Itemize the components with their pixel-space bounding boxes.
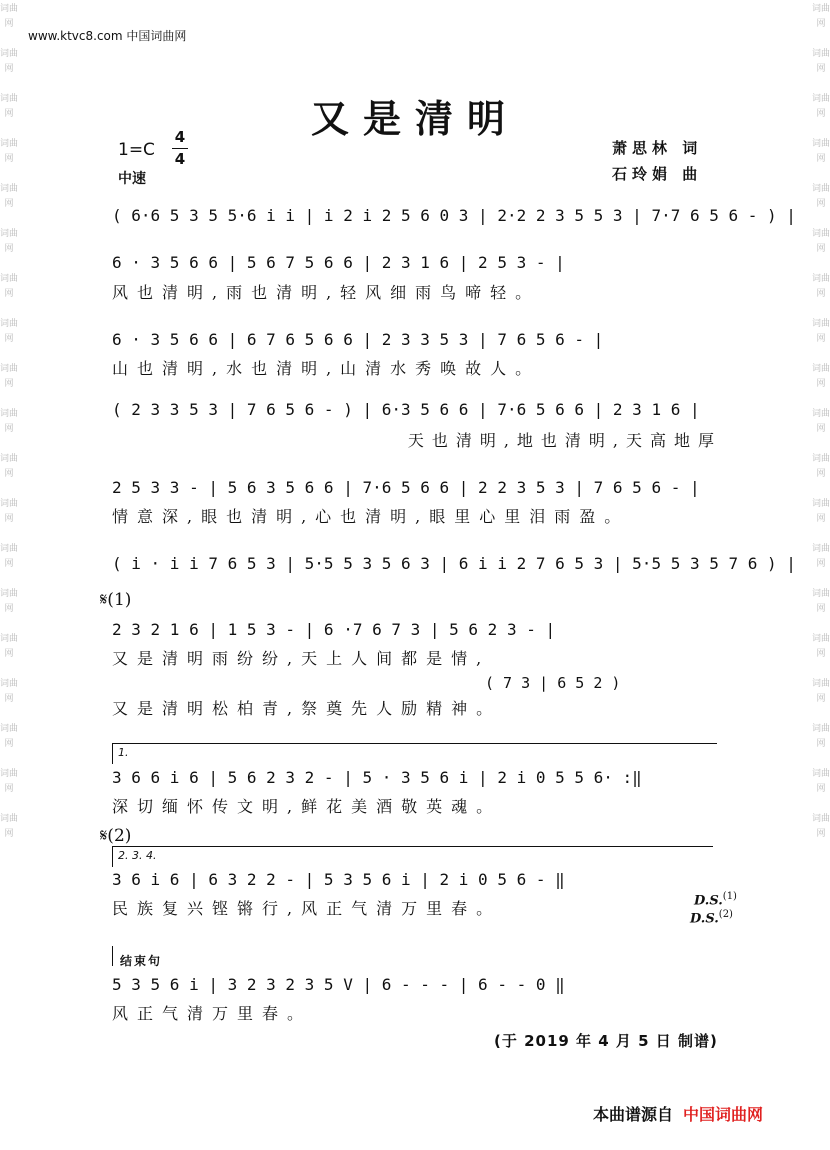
left-watermark-strip [0,0,18,1150]
dal-segno-2-text: D.S. [690,911,719,927]
coda-bracket [112,946,717,966]
score-row-4: 2 5 3 3 - | 5 6 3 5 6 6 | 7·6 5 6 6 | 2 2 3 5 3 | 7 6 5 6 - | [112,478,700,497]
watermark-glyph: 词曲网 [812,814,830,839]
lyrics-row-6b: 又是清明松柏青,祭奠先人励精神。 [112,699,502,718]
dal-segno-2-number: (2) [718,909,733,920]
lyrics-row-8: 民族复兴铿锵行,风正气清万里春。 [112,899,502,918]
watermark-glyph: 词曲网 [0,724,18,749]
song-title: 又是清明 [310,96,519,141]
composer-credit: 石玲娟 曲 [612,165,703,183]
score-row-9: 5 3 5 6 i | 3 2 3 2 3 5 V | 6 - - - | 6 - - 0 ‖ [112,975,565,994]
dal-segno-2 [690,909,733,926]
watermark-glyph: 词曲网 [0,679,18,704]
lyrics-row-3: 天也清明,地也清明,天高地厚 [407,431,722,450]
watermark-glyph: 词曲网 [812,184,830,209]
watermark-glyph: 词曲网 [812,679,830,704]
score-row-1: 6 · 3 5 6 6 | 5 6 7 5 6 6 | 2 3 1 6 | 2 5 3 - | [112,253,565,272]
score-row-2: 6 · 3 5 6 6 | 6 7 6 5 6 6 | 2 3 3 5 3 | 7 6 5 6 - | [112,330,604,349]
lyricist-credit: 萧思林 词 [612,139,703,157]
watermark-glyph: 词曲网 [812,544,830,569]
watermark-glyph: 词曲网 [0,409,18,434]
watermark-glyph: 词曲网 [0,589,18,614]
score-row-3: ( 2 3 3 5 3 | 7 6 5 6 - ) | 6·3 5 6 6 | 7·6 5 6 6 | 2 3 1 6 | [112,400,700,419]
watermark-glyph: 词曲网 [812,499,830,524]
source-attribution [593,1102,763,1125]
lyrics-row-1: 风也清明,雨也清明,轻风细雨鸟啼轻。 [112,283,541,302]
right-watermark-strip [812,0,830,1150]
watermark-glyph: 词曲网 [812,319,830,344]
time-signature [172,128,188,169]
source-brand-link[interactable]: 中国词曲网 [683,1105,764,1124]
watermark-glyph: 词曲网 [812,634,830,659]
watermark-glyph: 词曲网 [0,319,18,344]
date-note: (于 2019 年 4 月 5 日 制谱) [494,1032,718,1050]
volta-label-2: 2. 3. 4. [118,849,157,862]
watermark-glyph: 词曲网 [812,454,830,479]
volta-bracket-2 [112,846,713,867]
time-signature-bottom: 4 [174,150,186,168]
lyrics-row-7: 深切缅怀传文明,鲜花美酒敬英魂。 [112,797,502,816]
watermark-glyph: 词曲网 [0,4,18,29]
volta-label-1: 1. [118,746,129,759]
score-intro-row: ( 6·6 5 3 5 5·6 i i | i 2 i 2 5 6 0 3 | 2·2 2 3 5 5 3 | 7·7 6 5 6 - ) | [112,206,796,225]
volta-bracket-1 [112,743,717,764]
score-row-7: 3 6 6 i 6 | 5 6 2 3 2 - | 5 · 3 5 6 i | 2 i 0 5 5 6· :‖ [112,768,642,787]
watermark-glyph: 词曲网 [0,229,18,254]
watermark-glyph: 词曲网 [812,139,830,164]
score-row-8: 3 6 i 6 | 6 3 2 2 - | 5 3 5 6 i | 2 i 0 5 6 - ‖ [112,870,565,889]
watermark-glyph: 词曲网 [812,409,830,434]
lyrics-row-9: 风正气清万里春。 [112,1004,313,1023]
time-signature-divider [172,148,188,149]
watermark-glyph: 词曲网 [0,49,18,74]
key-signature: 1=C [118,140,155,160]
watermark-glyph: 词曲网 [812,274,830,299]
source-label: 本曲谱源自 [593,1105,674,1124]
watermark-glyph: 词曲网 [812,229,830,254]
watermark-glyph: 词曲网 [812,589,830,614]
watermark-glyph: 词曲网 [0,499,18,524]
score-row-6: 2 3 2 1 6 | 1 5 3 - | 6 ·7 6 7 3 | 5 6 2 3 - | [112,620,556,639]
watermark-glyph: 词曲网 [0,544,18,569]
watermark-glyph: 词曲网 [0,454,18,479]
coda-label: 结束句 [120,954,163,968]
watermark-glyph: 词曲网 [812,724,830,749]
segno-mark-1: 𝄋(1) [100,590,132,610]
watermark-glyph: 词曲网 [812,94,830,119]
dal-segno-1 [694,891,737,908]
watermark-glyph: 词曲网 [812,4,830,29]
dal-segno-1-text: D.S. [694,893,723,909]
watermark-glyph: 词曲网 [0,94,18,119]
watermark-glyph: 词曲网 [812,769,830,794]
score-row-5: ( i · i i 7 6 5 3 | 5·5 5 3 5 6 3 | 6 i i 2 7 6 5 3 | 5·5 5 3 5 7 6 ) | [112,554,796,573]
lyrics-row-2: 山也清明,水也清明,山清水秀唤故人。 [112,359,541,378]
lyrics-row-4: 情意深,眼也清明,心也清明,眼里心里泪雨盈。 [112,507,630,526]
watermark-glyph: 词曲网 [0,814,18,839]
watermark-glyph: 词曲网 [0,769,18,794]
watermark-glyph: 词曲网 [0,184,18,209]
watermark-glyph: 词曲网 [812,364,830,389]
site-watermark-text: www.ktvc8.com 中国词曲网 [28,29,187,43]
dal-segno-1-number: (1) [722,891,737,902]
time-signature-top: 4 [174,128,186,146]
alternate-notes: ( 7 3 | 6 5 2 ) [485,674,621,692]
watermark-glyph: 词曲网 [0,274,18,299]
watermark-glyph: 词曲网 [0,139,18,164]
watermark-glyph: 词曲网 [0,634,18,659]
segno-mark-2: 𝄋(2) [100,826,132,846]
watermark-glyph: 词曲网 [0,364,18,389]
watermark-glyph: 词曲网 [812,49,830,74]
lyrics-row-6a: 又是清明雨纷纷,天上人间都是情, [112,649,491,668]
tempo-marking: 中速 [118,171,146,187]
